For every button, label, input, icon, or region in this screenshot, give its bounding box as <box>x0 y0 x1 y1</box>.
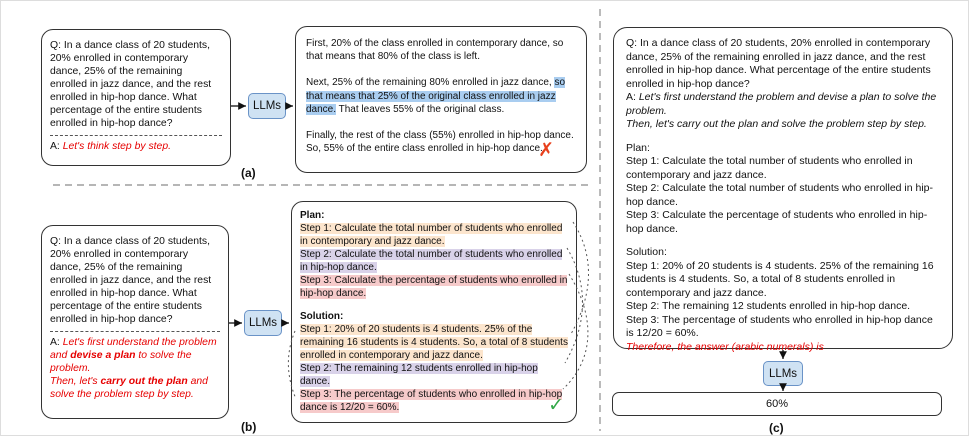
final-answer-box: 60% <box>612 392 942 416</box>
answer-prefix: A: <box>50 337 63 348</box>
panel-b-question-box <box>41 225 229 419</box>
plan-trigger-emphasis: devise a plan <box>70 350 136 361</box>
question-answer-separator <box>50 331 220 332</box>
output-paragraph: First, 20% of the class enrolled in contemporary dance, so that means that 80% of the class is left. <box>306 38 564 63</box>
panel-a-answer-text <box>50 140 222 153</box>
panel-a-question-text: Q: In a dance class of 20 students, 20% enrolled in contemporary dance, 25% of the remaining enrolled in jazz dance, and the rest enrolled in hip-hop dance. What percentage of the entire students enrolled in hip-hop dance? <box>50 40 212 129</box>
answer-extraction-trigger: Therefore, the answer (arabic numerals) is <box>626 340 824 353</box>
solution-step: Step 1: 20% of 20 students is 4 students. 25% of the remaining 16 students is 4 students. So, a total of 8 students enrolled in contemporary and jazz dance. <box>300 324 568 361</box>
llms-box-b: LLMs <box>244 310 282 336</box>
plan-step: Step 2: Calculate the total number of students who enrolled in hip-hop dance. <box>300 249 563 273</box>
solution-section-title: Solution: <box>300 311 344 322</box>
plan-step: Step 1: Calculate the total number of students who enrolled in contemporary and jazz dance. <box>300 223 563 247</box>
panel-a-output-box <box>295 26 587 173</box>
plan-step: Step 3: Calculate the percentage of students who enrolled in hip-hop dance. <box>300 275 568 299</box>
panel-c-question-text: Q: In a dance class of 20 students, 20% enrolled in contemporary dance, 25% of the remaining enrolled in jazz dance, and the rest enrolled in hip-hop dance. What percentage of the entire students enrolled in hip-hop dance? <box>626 37 931 90</box>
panel-c-answer-text: A: Let's first understand the problem and devise a plan to solve the problem. <box>626 91 937 117</box>
panel-b-output-box <box>291 201 577 423</box>
plan-section-title: Plan: <box>626 141 650 154</box>
solution-step: Step 2: The remaining 12 students enrolled in hip-hop dance. <box>626 300 911 312</box>
panel-a-question-box <box>41 29 231 166</box>
section-gap <box>626 236 940 246</box>
output-paragraph: Next, 25% of the remaining 80% enrolled in jazz dance, so that means that 25% of the original class enrolled in jazz dance. That leaves 55% of the original class. <box>306 77 566 115</box>
llms-box-a: LLMs <box>248 93 286 119</box>
panel-a-label: (a) <box>241 166 256 180</box>
output-paragraph: Finally, the rest of the class (55%) enrolled in hip-hop dance. So, 55% of the entire class enrolled in hip-hop dance. <box>306 130 574 155</box>
solution-step: Step 2: The remaining 12 students enrolled in hip-hop dance. <box>300 363 538 387</box>
panel-c-label: (c) <box>769 421 784 435</box>
plan-step: Step 2: Calculate the total number of students who enrolled in hip-hop dance. <box>626 182 934 208</box>
answer-prefix: A: <box>626 91 639 103</box>
solution-step: Step 1: 20% of 20 students is 4 students. 25% of the remaining 16 students is 4 students. So, a total of 8 students enrolled in contemporary and jazz dance. <box>626 259 934 299</box>
plan-section-title: Plan: <box>300 210 325 221</box>
correct-answer-icon: ✓ <box>548 395 564 416</box>
solution-step: Step 3: The percentage of students who enrolled in hip-hop dance is 12/20 = 60%. <box>300 389 563 413</box>
wrong-answer-icon: ✗ <box>538 140 554 161</box>
cot-trigger-prompt: Let's think step by step. <box>62 141 171 152</box>
solve-trigger-emphasis: carry out the plan <box>100 376 188 387</box>
question-answer-separator <box>50 135 222 136</box>
panel-b-question-text: Q: In a dance class of 20 students, 20% enrolled in contemporary dance, 25% of the remaining enrolled in jazz dance, and the rest enrolled in hip-hop dance. What percentage of the entire students enrolled in hip-hop dance? <box>50 236 212 325</box>
panel-c-answer-text-line2: Then, let's carry out the plan and solve the problem step by step. <box>626 118 927 130</box>
panel-c-prompt-box <box>613 27 953 353</box>
solution-step: Step 3: The percentage of students who enrolled in hip-hop dance is 12/20 = 60%. <box>626 313 933 339</box>
plan-step: Step 1: Calculate the total number of students who enrolled in contemporary and jazz dance. <box>626 155 913 181</box>
section-gap <box>626 132 940 142</box>
panel-b-label: (b) <box>241 420 257 434</box>
panel-b-answer-text: A: Let's first understand the problem and devise a plan to solve the problem. Then, let's carry out the plan and solve the problem step by step. <box>50 337 217 400</box>
llms-box-c: LLMs <box>763 361 803 386</box>
plan-step: Step 3: Calculate the percentage of students who enrolled in hip-hop dance. <box>626 209 928 235</box>
solution-section-title: Solution: <box>626 246 667 258</box>
answer-prefix: A: <box>50 141 63 152</box>
section-gap <box>300 300 568 310</box>
highlighted-error-span: so that means that 25% of the original class enrolled in jazz dance. <box>306 77 566 115</box>
